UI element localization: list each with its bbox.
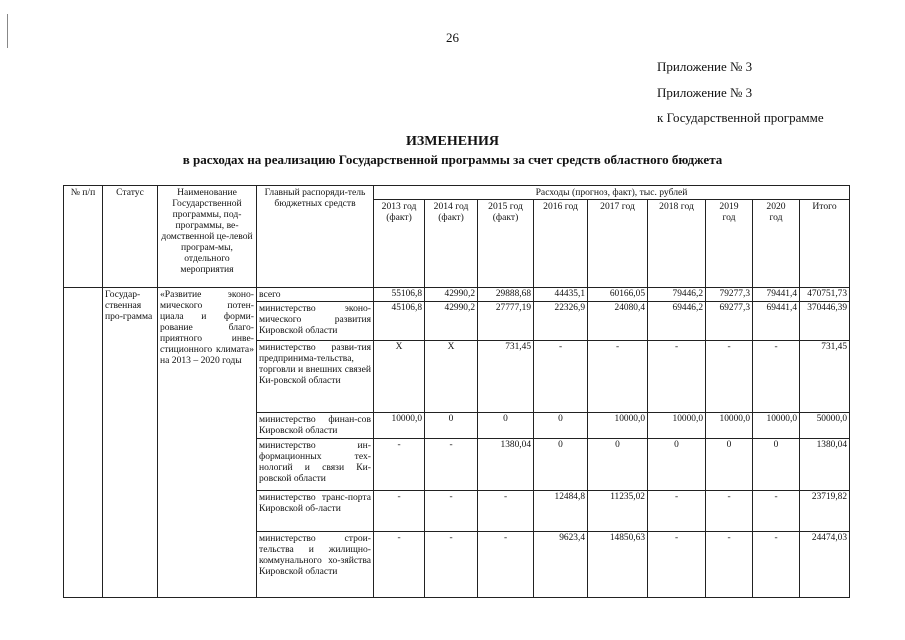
value-cell: 11235,02 <box>588 491 648 532</box>
value-cell: - <box>534 341 588 413</box>
value-cell: 10000,0 <box>588 413 648 439</box>
manager-cell: министерство разви-тия предпринима-тельства, торговли и внешних связей Ки-ровской области <box>257 341 374 413</box>
program-name: «Развитие эконо-мического потен-циала и форми-рование благо-приятного инве-стиционного климата» на 2013 – 2020 годы <box>158 288 257 598</box>
total-cell: 23719,82 <box>800 491 850 532</box>
value-cell: 42990,2 <box>425 288 478 302</box>
value-cell: - <box>374 491 425 532</box>
value-cell: - <box>706 341 753 413</box>
value-cell: 60166,05 <box>588 288 648 302</box>
header-status: Статус <box>103 186 158 288</box>
value-cell: - <box>425 439 478 491</box>
value-cell: - <box>588 341 648 413</box>
header-name: Наименование Государственной программы, под-программы, ве-домственной це-левой програм-мы, отдельного мероприятия <box>158 186 257 288</box>
value-cell: 79446,2 <box>648 288 706 302</box>
header-year-2015: 2015 год (факт) <box>478 200 534 288</box>
value-cell: 45106,8 <box>374 302 425 341</box>
header-total: Итого <box>800 200 850 288</box>
appendix-line-1: Приложение № 3 <box>657 59 753 74</box>
value-cell: 0 <box>753 439 800 491</box>
total-cell: 470751,73 <box>800 288 850 302</box>
header-manager: Главный распоряди-тель бюджетных средств <box>257 186 374 288</box>
value-cell: 55106,8 <box>374 288 425 302</box>
value-cell: 0 <box>534 413 588 439</box>
total-cell: 50000,0 <box>800 413 850 439</box>
value-cell: 79277,3 <box>706 288 753 302</box>
header-year-2017: 2017 год <box>588 200 648 288</box>
value-cell: 42990,2 <box>425 302 478 341</box>
header-year-2013: 2013 год (факт) <box>374 200 425 288</box>
header-expenses: Расходы (прогноз, факт), тыс. рублей <box>374 186 850 200</box>
value-cell: 731,45 <box>478 341 534 413</box>
expenses-table <box>63 185 850 598</box>
manager-cell: всего <box>257 288 374 302</box>
value-cell: 22326,9 <box>534 302 588 341</box>
table-row <box>64 288 850 302</box>
value-cell: Х <box>374 341 425 413</box>
header-num: № п/п <box>64 186 103 288</box>
row-num <box>64 288 103 598</box>
value-cell: 1380,04 <box>478 439 534 491</box>
value-cell: 69446,2 <box>648 302 706 341</box>
total-cell: 1380,04 <box>800 439 850 491</box>
value-cell: 10000,0 <box>706 413 753 439</box>
value-cell: 0 <box>534 439 588 491</box>
value-cell: 10000,0 <box>374 413 425 439</box>
appendix-line-3: к Государственной программе <box>657 110 824 125</box>
value-cell: 0 <box>478 413 534 439</box>
total-cell: 731,45 <box>800 341 850 413</box>
value-cell: 10000,0 <box>648 413 706 439</box>
header-year-2020: 2020 год <box>753 200 800 288</box>
value-cell: 24080,4 <box>588 302 648 341</box>
value-cell: 10000,0 <box>753 413 800 439</box>
value-cell: - <box>648 532 706 598</box>
manager-cell: министерство ин-формационных тех-нологий и связи Ки-ровской области <box>257 439 374 491</box>
value-cell: - <box>374 439 425 491</box>
manager-cell: министерство транс-порта Кировской об-ласти <box>257 491 374 532</box>
header-year-2014: 2014 год (факт) <box>425 200 478 288</box>
document-title: ИЗМЕНЕНИЯ <box>406 134 499 149</box>
page-number: 26 <box>446 30 459 45</box>
value-cell: - <box>425 532 478 598</box>
header-year-2018: 2018 год <box>648 200 706 288</box>
value-cell: - <box>753 341 800 413</box>
value-cell: 14850,63 <box>588 532 648 598</box>
value-cell: 0 <box>706 439 753 491</box>
value-cell: - <box>706 491 753 532</box>
total-cell: 24474,03 <box>800 532 850 598</box>
value-cell: 29888,68 <box>478 288 534 302</box>
value-cell: - <box>478 491 534 532</box>
value-cell: 0 <box>648 439 706 491</box>
value-cell: - <box>648 491 706 532</box>
value-cell: 0 <box>425 413 478 439</box>
value-cell: - <box>478 532 534 598</box>
value-cell: - <box>753 532 800 598</box>
value-cell: 12484,8 <box>534 491 588 532</box>
value-cell: - <box>374 532 425 598</box>
value-cell: - <box>425 491 478 532</box>
value-cell: 44435,1 <box>534 288 588 302</box>
value-cell: - <box>648 341 706 413</box>
manager-cell: министерство строи-тельства и жилищно-коммунального хо-зяйства Кировской области <box>257 532 374 598</box>
value-cell: - <box>753 491 800 532</box>
program-status: Государ-ственная про-грамма <box>103 288 158 598</box>
document-subtitle: в расходах на реализацию Государственной программы за счет средств областного бюджета <box>182 152 723 167</box>
header-year-2019: 2019 год <box>706 200 753 288</box>
manager-cell: министерство финан-сов Кировской области <box>257 413 374 439</box>
value-cell: 27777,19 <box>478 302 534 341</box>
manager-cell: министерство эконо-мического развития Кировской области <box>257 302 374 341</box>
value-cell: 0 <box>588 439 648 491</box>
value-cell: Х <box>425 341 478 413</box>
value-cell: 9623,4 <box>534 532 588 598</box>
header-year-2016: 2016 год <box>534 200 588 288</box>
value-cell: 69277,3 <box>706 302 753 341</box>
value-cell: 79441,4 <box>753 288 800 302</box>
value-cell: - <box>706 532 753 598</box>
value-cell: 69441,4 <box>753 302 800 341</box>
appendix-line-2: Приложение № 3 <box>657 85 753 100</box>
total-cell: 370446,39 <box>800 302 850 341</box>
